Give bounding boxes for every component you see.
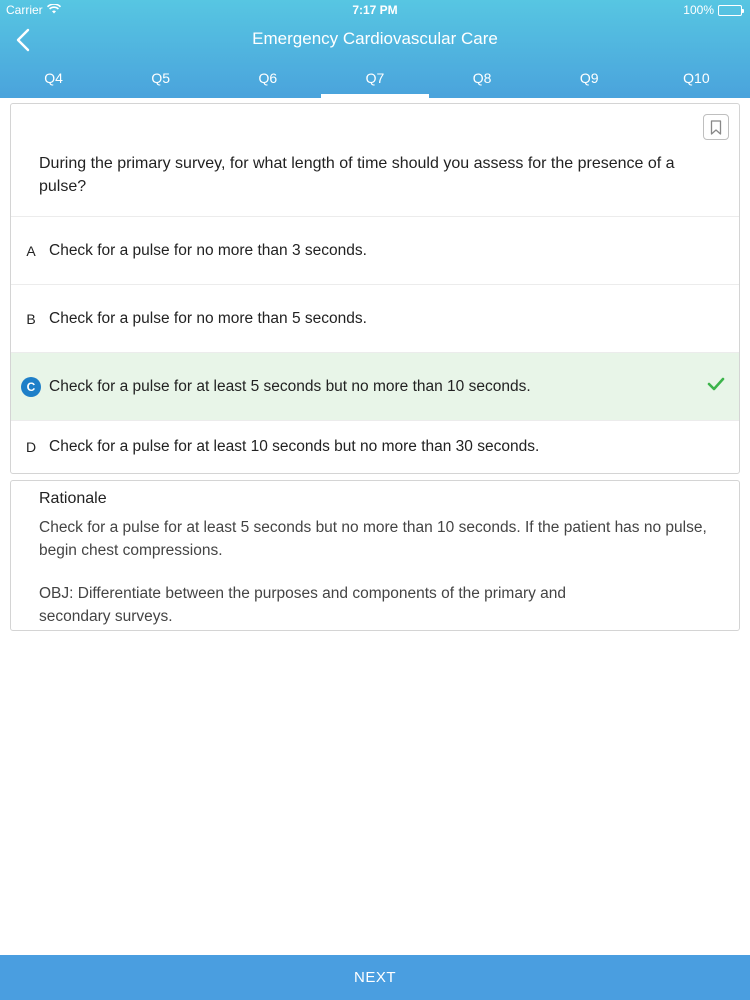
answer-options [11,216,739,472]
tab-q4[interactable]: Q4 [44,70,63,86]
option-letter: D [25,438,37,455]
option-b[interactable] [11,284,739,352]
status-time: 7:17 PM [352,3,398,17]
tab-q6[interactable]: Q6 [258,70,278,86]
rationale-card [10,480,740,631]
tab-q9[interactable]: Q9 [579,70,599,86]
question-text: During the primary survey, for what length of time should you assess for the presence of a pulse? [39,155,675,195]
bookmark-icon [710,120,722,135]
tab-q8[interactable]: Q8 [472,70,492,86]
next-button[interactable]: NEXT [0,955,750,1000]
tab-q5[interactable]: Q5 [151,70,171,86]
status-battery [683,3,742,17]
tab-q10[interactable]: Q10 [683,70,710,86]
option-text: Check for a pulse for at least 5 seconds but no more than 10 seconds. [49,377,531,395]
battery-icon [718,5,742,16]
bookmark-button[interactable] [703,114,729,140]
page-title: Emergency Cardiovascular Care [252,29,498,48]
option-letter: A [26,242,36,259]
selected-option-badge: C [22,378,40,396]
option-a[interactable] [11,216,739,284]
checkmark-icon [707,377,725,396]
option-c[interactable] [11,352,739,420]
option-text: Check for a pulse for at least 10 seconds but no more than 30 seconds. [49,437,540,455]
rationale-title: Rationale [39,490,107,507]
status-bar [0,0,750,20]
rationale-body: Check for a pulse for at least 5 seconds but no more than 10 seconds. If the patient has no pulse, begin chest compressions. [39,519,707,559]
option-d[interactable] [11,420,739,472]
rationale-objective: OBJ: Differentiate between the purposes and components of the primary and secondary surveys. [39,585,567,625]
header [0,0,750,98]
nav-bar [0,20,750,60]
question-tabs [0,60,750,98]
option-text: Check for a pulse for no more than 5 seconds. [49,309,367,327]
option-text: Check for a pulse for no more than 3 seconds. [49,241,367,259]
carrier-label: Carrier [6,3,43,17]
battery-label: 100% [683,3,714,17]
option-letter: B [26,310,36,327]
tab-q7[interactable]: Q7 [321,60,428,98]
question-card [10,103,740,474]
